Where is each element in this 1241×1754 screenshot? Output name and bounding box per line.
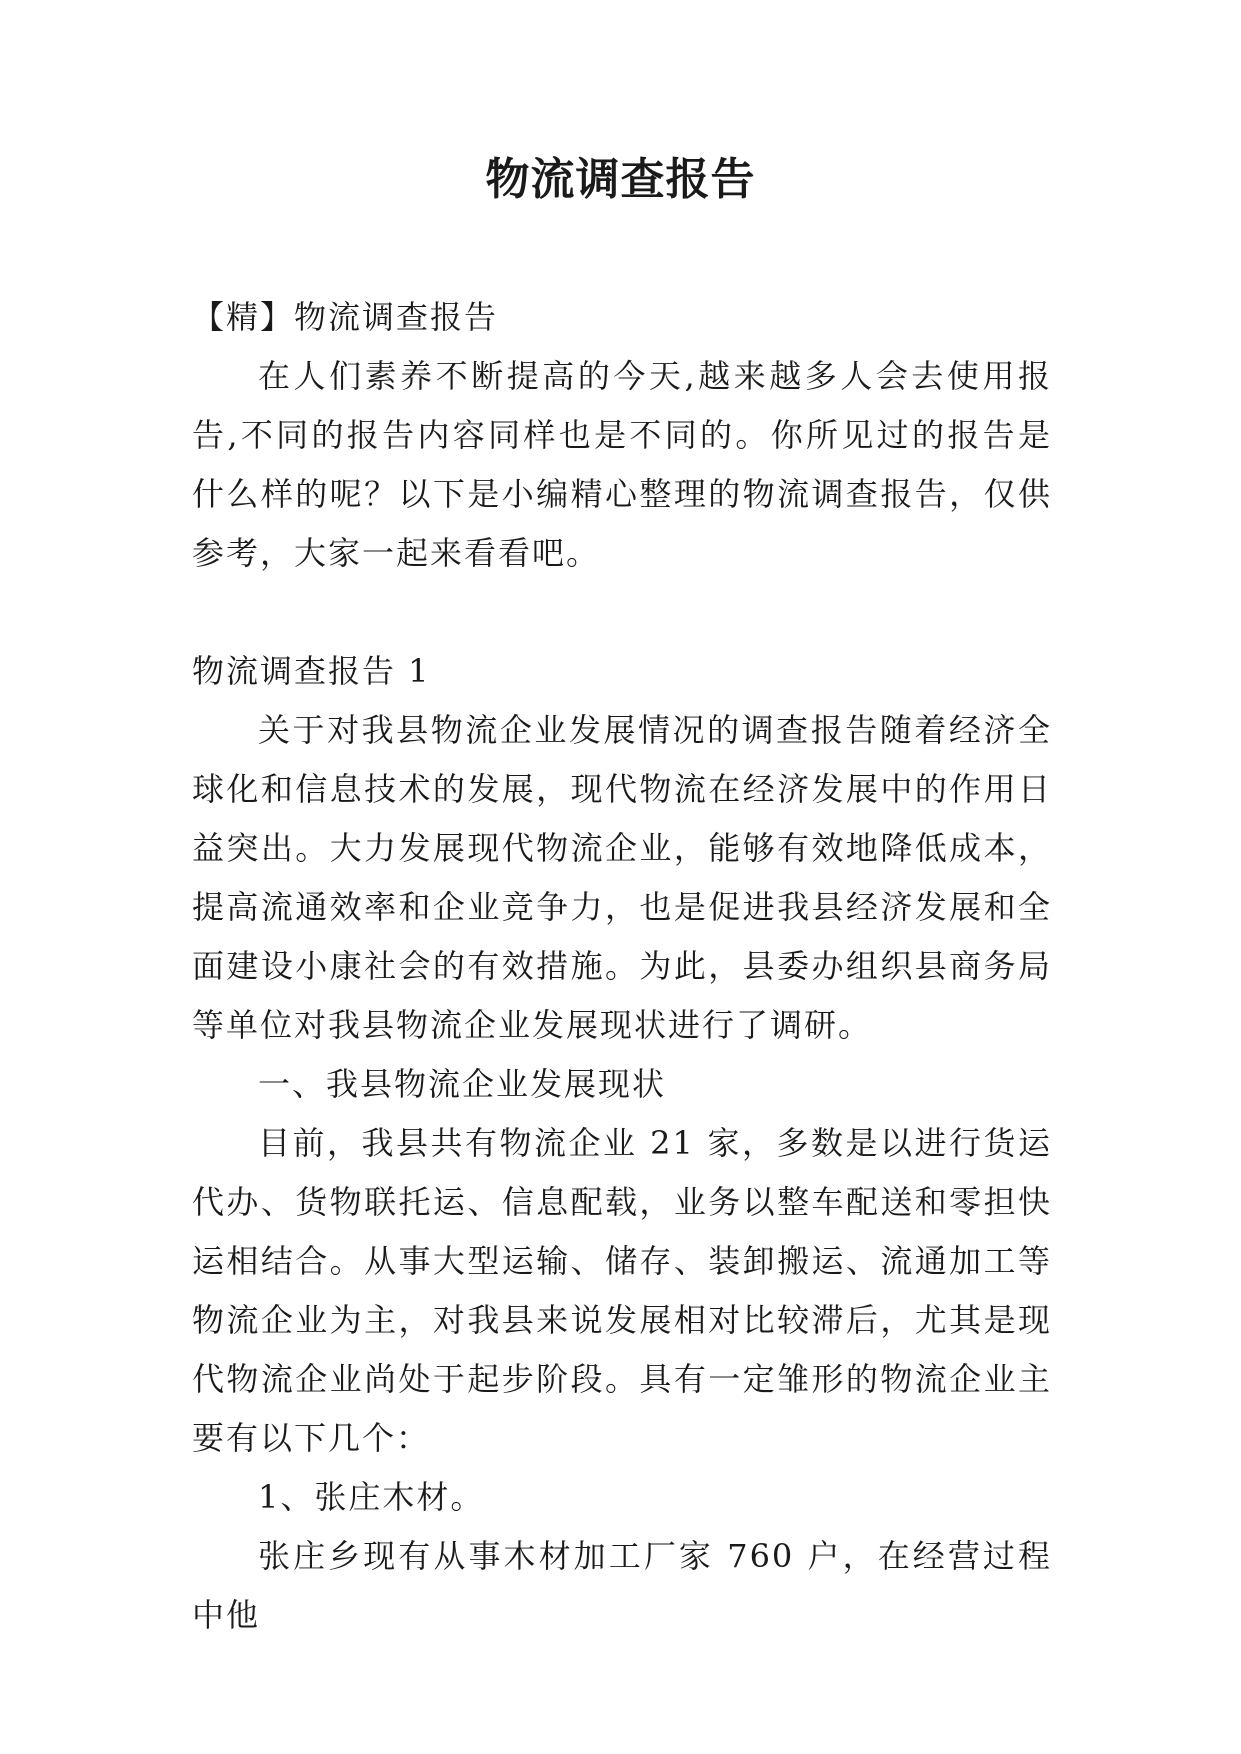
list-item-heading: 1、张庄木材。 <box>258 1478 485 1516</box>
subsection-heading: 一、我县物流企业发展现状 <box>258 1065 667 1103</box>
body-paragraph: 目前，我县共有物流企业 21 家，多数是以进行货运代办、货物联托运、信息配载，业务以整车配送和零担快运相结合。从事大型运输、储存、装卸搬运、流通加工等物流企业为主，对我县来说发展相对比较滞后，尤其是现代物流企业尚处于起步阶段。具有一定雏形的物流企业主要有以下几个： <box>192 1124 1052 1457</box>
document-body <box>192 288 1052 1645</box>
intro-paragraph: 在人们素养不断提高的今天,越来越多人会去使用报告,不同的报告内容同样也是不同的。你所见过的报告是什么样的呢？以下是小编精心整理的物流调查报告，仅供参考，大家一起来看看吧。 <box>192 357 1052 572</box>
document-title: 物流调查报告 <box>485 154 756 205</box>
body-paragraph: 关于对我县物流企业发展情况的调查报告随着经济全球化和信息技术的发展，现代物流在经济发展中的作用日益突出。大力发展现代物流企业，能够有效地降低成本，提高流通效率和企业竞争力，也是促进我县经济发展和全面建设小康社会的有效措施。为此，县委办组织县商务局等单位对我县物流企业发展现状进行了调研。 <box>192 711 1052 1044</box>
subtitle-line: 【精】物流调查报告 <box>192 298 499 336</box>
body-paragraph: 张庄乡现有从事木材加工厂家 760 户，在经营过程中他 <box>192 1537 1052 1634</box>
section-heading: 物流调查报告 1 <box>192 652 431 690</box>
